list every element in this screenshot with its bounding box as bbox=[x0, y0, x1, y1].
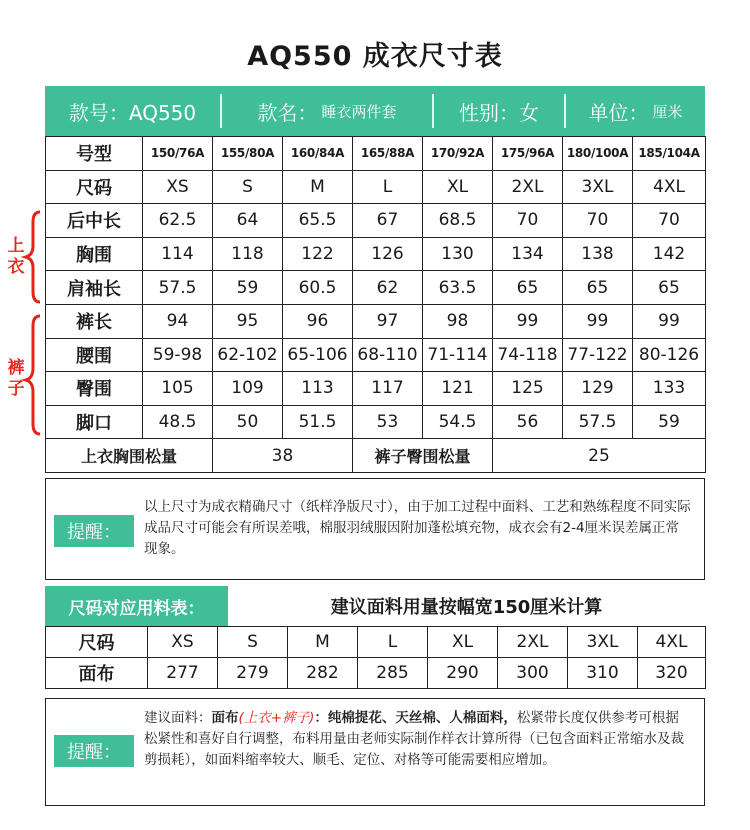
size-cell: 138 bbox=[563, 237, 633, 271]
fabric-size-row bbox=[46, 627, 706, 658]
size-cell: 68-110 bbox=[353, 338, 423, 372]
fabric-note-prefix: 建议面料： bbox=[144, 710, 212, 726]
size-cell: 70 bbox=[633, 204, 706, 238]
size-cell: 65-106 bbox=[283, 338, 353, 372]
size-cell: 109 bbox=[213, 372, 283, 406]
side-char: 裤 bbox=[7, 358, 25, 378]
fabric-size-cell: 2XL bbox=[498, 627, 568, 658]
size-cell: 134 bbox=[493, 237, 563, 271]
size-cell: 59 bbox=[213, 271, 283, 305]
fabric-tab: 尺码对应用料表： bbox=[45, 586, 228, 626]
size-cell: 94 bbox=[143, 304, 213, 338]
ease-row bbox=[46, 439, 706, 473]
size-cell: 4XL bbox=[633, 170, 706, 204]
size-cell: 68.5 bbox=[423, 204, 493, 238]
top-ease-value: 38 bbox=[213, 439, 353, 473]
size-cell: 62 bbox=[353, 271, 423, 305]
size-cell: 129 bbox=[563, 372, 633, 406]
row-label: 尺码 bbox=[46, 170, 143, 204]
unit-label: 单位： bbox=[588, 100, 649, 125]
style-name bbox=[222, 86, 432, 136]
row-label: 臀围 bbox=[46, 372, 143, 406]
row-label: 裤长 bbox=[46, 304, 143, 338]
fabric-size-cell: L bbox=[358, 627, 428, 658]
row-label: 后中长 bbox=[46, 204, 143, 238]
size-cell: 126 bbox=[353, 237, 423, 271]
pants-ease-label: 裤子臀围松量 bbox=[353, 439, 493, 473]
size-cell: 150/76A bbox=[143, 137, 213, 171]
size-cell: 99 bbox=[493, 304, 563, 338]
size-cell: 59-98 bbox=[143, 338, 213, 372]
size-cell: 50 bbox=[213, 405, 283, 439]
row-label: 胸围 bbox=[46, 237, 143, 271]
fabric-note-word: 面布 bbox=[211, 710, 239, 726]
fabric-size-cell: XS bbox=[148, 627, 218, 658]
size-cell: XL bbox=[423, 170, 493, 204]
fabric-note-text bbox=[144, 708, 692, 771]
size-cell: S bbox=[213, 170, 283, 204]
size-row bbox=[46, 204, 706, 238]
style-number bbox=[45, 86, 220, 136]
size-cell: 74-118 bbox=[493, 338, 563, 372]
size-cell: 65 bbox=[633, 271, 706, 305]
size-cell: 80-126 bbox=[633, 338, 706, 372]
product-info-bar bbox=[45, 86, 705, 136]
size-cell: 122 bbox=[283, 237, 353, 271]
size-cell: 96 bbox=[283, 304, 353, 338]
row-label: 肩袖长 bbox=[46, 271, 143, 305]
fabric-note-rest: 松紧带长度仅供参考可根据松紧性和喜好自行调整，布料用量由老师实际制作样衣计算所得（已包含面料正常缩水及裁剪损耗），如面料缩率较大、顺毛、定位、对格等可能需要相应增加。 bbox=[144, 710, 684, 768]
fabric-header bbox=[45, 586, 705, 626]
size-cell: 99 bbox=[563, 304, 633, 338]
fabric-size-cell: XL bbox=[428, 627, 498, 658]
size-cell: 70 bbox=[493, 204, 563, 238]
size-cell: 113 bbox=[283, 372, 353, 406]
size-cell: 160/84A bbox=[283, 137, 353, 171]
remind-badge: 提醒： bbox=[54, 515, 134, 547]
gender bbox=[434, 86, 564, 136]
size-cell: 165/88A bbox=[353, 137, 423, 171]
fabric-usage-cell: 300 bbox=[498, 658, 568, 689]
pants-ease-value: 25 bbox=[493, 439, 706, 473]
fabric-tip: 建议面料用量按幅宽150厘米计算 bbox=[330, 597, 603, 618]
fabric-usage-cell: 285 bbox=[358, 658, 428, 689]
top-ease-label: 上衣胸围松量 bbox=[46, 439, 213, 473]
size-cell: 67 bbox=[353, 204, 423, 238]
size-cell: 77-122 bbox=[563, 338, 633, 372]
size-cell: 57.5 bbox=[143, 271, 213, 305]
size-row bbox=[46, 271, 706, 305]
size-cell: 65.5 bbox=[283, 204, 353, 238]
size-row bbox=[46, 304, 706, 338]
size-cell: 99 bbox=[633, 304, 706, 338]
gender-text: 性别：女 bbox=[459, 100, 539, 125]
size-row bbox=[46, 372, 706, 406]
fabric-usage-cell: 310 bbox=[568, 658, 638, 689]
size-cell: 105 bbox=[143, 372, 213, 406]
size-cell: 3XL bbox=[563, 170, 633, 204]
size-row bbox=[46, 170, 706, 204]
size-cell: 57.5 bbox=[563, 405, 633, 439]
fabric-usage-cell: 277 bbox=[148, 658, 218, 689]
size-cell: 62-102 bbox=[213, 338, 283, 372]
size-cell: 114 bbox=[143, 237, 213, 271]
size-cell: 130 bbox=[423, 237, 493, 271]
size-cell: 180/100A bbox=[563, 137, 633, 171]
size-cell: 63.5 bbox=[423, 271, 493, 305]
size-cell: 65 bbox=[563, 271, 633, 305]
size-cell: 185/104A bbox=[633, 137, 706, 171]
size-cell: 48.5 bbox=[143, 405, 213, 439]
top-side-label bbox=[6, 236, 26, 278]
size-cell: 133 bbox=[633, 372, 706, 406]
fabric-usage-cell: 282 bbox=[288, 658, 358, 689]
size-cell: 142 bbox=[633, 237, 706, 271]
size-cell: 117 bbox=[353, 372, 423, 406]
size-cell: M bbox=[283, 170, 353, 204]
pants-side-label bbox=[6, 358, 26, 400]
side-char: 上 bbox=[7, 236, 25, 256]
size-cell: 51.5 bbox=[283, 405, 353, 439]
size-cell: XS bbox=[143, 170, 213, 204]
fabric-note-materials: ：纯棉提花、天丝棉、人棉面料， bbox=[314, 710, 517, 726]
row-label: 脚口 bbox=[46, 405, 143, 439]
fabric-size-cell: 3XL bbox=[568, 627, 638, 658]
size-cell: 71-114 bbox=[423, 338, 493, 372]
style-number-text: 款号：AQ550 bbox=[68, 100, 197, 125]
top-brace-icon bbox=[26, 212, 40, 302]
size-note-text: 以上尺寸为成衣精确尺寸（纸样净版尺寸），由于加工过程中面料、工艺和熟练程度不同实际成品尺寸可能会有所误差哦，棉服羽绒服因附加蓬松填充物，成衣会有2-4厘米误差属正常现象。 bbox=[144, 499, 691, 557]
size-cell: 54.5 bbox=[423, 405, 493, 439]
size-table bbox=[45, 136, 706, 473]
size-cell: 155/80A bbox=[213, 137, 283, 171]
fabric-note-paren: (上衣+裤子) bbox=[238, 710, 315, 726]
fabric-size-cell: S bbox=[218, 627, 288, 658]
size-cell: 97 bbox=[353, 304, 423, 338]
fabric-usage-label: 面布 bbox=[46, 658, 148, 689]
pants-brace-icon bbox=[26, 316, 40, 434]
fabric-usage-cell: 290 bbox=[428, 658, 498, 689]
fabric-size-cell: 4XL bbox=[638, 627, 706, 658]
fabric-note bbox=[45, 698, 705, 806]
size-cell: 65 bbox=[493, 271, 563, 305]
size-cell: 60.5 bbox=[283, 271, 353, 305]
style-name-value: 睡衣两件套 bbox=[321, 102, 397, 121]
size-cell: 53 bbox=[353, 405, 423, 439]
size-cell: 175/96A bbox=[493, 137, 563, 171]
size-cell: L bbox=[353, 170, 423, 204]
size-cell: 125 bbox=[493, 372, 563, 406]
size-cell: 95 bbox=[213, 304, 283, 338]
size-cell: 121 bbox=[423, 372, 493, 406]
size-cell: 56 bbox=[493, 405, 563, 439]
fabric-usage-cell: 320 bbox=[638, 658, 706, 689]
size-row bbox=[46, 338, 706, 372]
size-cell: 2XL bbox=[493, 170, 563, 204]
fabric-table bbox=[45, 626, 706, 689]
page-title: AQ550 成衣尺寸表 bbox=[247, 41, 503, 72]
row-label: 腰围 bbox=[46, 338, 143, 372]
fabric-usage-row bbox=[46, 658, 706, 689]
unit bbox=[566, 86, 705, 136]
side-char: 衣 bbox=[7, 257, 25, 277]
size-cell: 64 bbox=[213, 204, 283, 238]
row-label: 号型 bbox=[46, 137, 143, 171]
size-row bbox=[46, 237, 706, 271]
style-name-label: 款名： bbox=[257, 100, 318, 125]
size-cell: 62.5 bbox=[143, 204, 213, 238]
remind-badge: 提醒： bbox=[54, 735, 134, 767]
size-row bbox=[46, 405, 706, 439]
fabric-size-label: 尺码 bbox=[46, 627, 148, 658]
size-cell: 70 bbox=[563, 204, 633, 238]
side-char: 子 bbox=[7, 379, 25, 399]
unit-value: 厘米 bbox=[652, 102, 683, 121]
size-cell: 98 bbox=[423, 304, 493, 338]
size-row bbox=[46, 137, 706, 171]
size-cell: 59 bbox=[633, 405, 706, 439]
size-cell: 170/92A bbox=[423, 137, 493, 171]
fabric-size-cell: M bbox=[288, 627, 358, 658]
fabric-usage-cell: 279 bbox=[218, 658, 288, 689]
size-note bbox=[45, 478, 705, 580]
size-cell: 118 bbox=[213, 237, 283, 271]
